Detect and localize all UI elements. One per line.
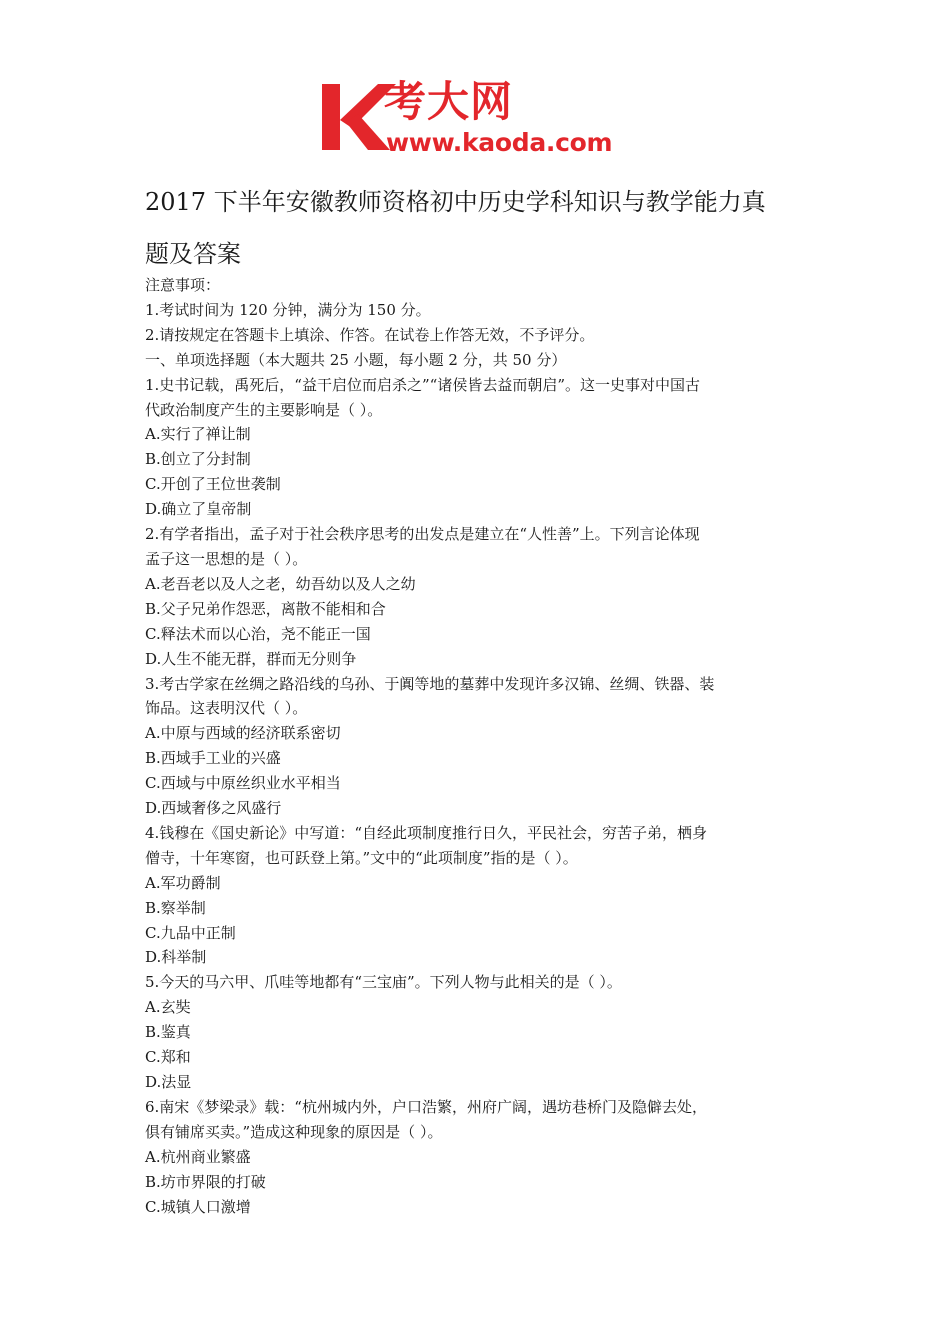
text-line: C.九品中正制 [145,923,236,942]
text-line: B.西域手工业的兴盛 [145,749,281,768]
text-line: 2.请按规定在答题卡上填涂、作答。在试卷上作答无效，不予评分。 [145,325,595,344]
text-line: C.开创了王位世袭制 [145,475,281,494]
text-line: D.人生不能无群，群而无分则争 [145,649,357,668]
text-line: A.军功爵制 [145,873,221,892]
text-line: B.坊市界限的打破 [145,1172,266,1191]
text-line: C.西域与中原丝织业水平相当 [145,774,341,793]
title-line-1: 2017 下半年安徽教师资格初中历史学科知识与教学能力真 [145,188,766,216]
text-line: 饰品。这表明汉代（ ）。 [145,699,308,718]
text-line: 2.有学者指出，孟子对于社会秩序思考的出发点是建立在“人性善”上。下列言论体现 [145,525,700,544]
text-line: B.察举制 [145,898,206,917]
text-line: D.确立了皇帝制 [145,500,252,519]
exam-body [145,273,815,1219]
text-line: 4.钱穆在《国史新论》中写道：“自经此项制度推行日久，平民社会，穷苦子弟，栖身 [145,823,707,842]
text-line: B.父子兄弟作怨恶，离散不能相和合 [145,599,386,618]
text-line: A.实行了禅让制 [145,425,251,444]
text-line: 1.考试时间为 120 分钟，满分为 150 分。 [145,300,431,319]
text-line: 6.南宋《梦梁录》载：“杭州城内外，户口浩繁，州府广阔，遇坊巷桥门及隐僻去处， [145,1097,707,1116]
text-line: 孟子这一思想的是（ ）。 [145,549,308,568]
logo-url-text: www.kaoda.com [386,128,613,157]
kaoda-logo [318,78,648,160]
title-line-2: 题及答案 [145,240,241,268]
text-line: 注意事项： [145,276,221,294]
text-line: A.老吾老以及人之老，幼吾幼以及人之幼 [145,574,416,593]
text-line: 俱有铺席买卖。”造成这种现象的原因是（ ）。 [145,1122,443,1141]
text-line: C.郑和 [145,1048,191,1067]
text-line: 一、单项选择题（本大题共 25 小题，每小题 2 分，共 50 分） [145,350,567,369]
text-line: 代政治制度产生的主要影响是（ ）。 [145,400,383,419]
text-line: 5.今天的马六甲、爪哇等地都有“三宝庙”。下列人物与此相关的是（ ）。 [145,973,622,992]
text-line: 3.考古学家在丝绸之路沿线的乌孙、于阗等地的墓葬中发现许多汉锦、丝绸、铁器、装 [145,674,715,693]
document-title [145,176,845,280]
text-line: A.杭州商业繁盛 [145,1147,251,1166]
text-line: A.中原与西域的经济联系密切 [145,724,341,743]
text-line: B.创立了分封制 [145,450,251,469]
text-line: A.玄奘 [145,998,191,1017]
text-line: C.城镇人口激增 [145,1197,251,1216]
text-line: D.科举制 [145,948,207,967]
text-line: 1.史书记载，禹死后，“益干启位而启杀之”“诸侯皆去益而朝启”。这一史事对中国古 [145,375,700,394]
text-line: B.鉴真 [145,1023,191,1042]
logo-brand-text: 考大网 [384,77,514,126]
text-line: C.释法术而以心治，尧不能正一国 [145,624,371,643]
text-line: D.法显 [145,1073,192,1091]
text-line: 僧寺，十年寒窗，也可跃登上第。”文中的“此项制度”指的是（ ）。 [145,848,578,867]
text-line: D.西域奢侈之风盛行 [145,799,282,818]
